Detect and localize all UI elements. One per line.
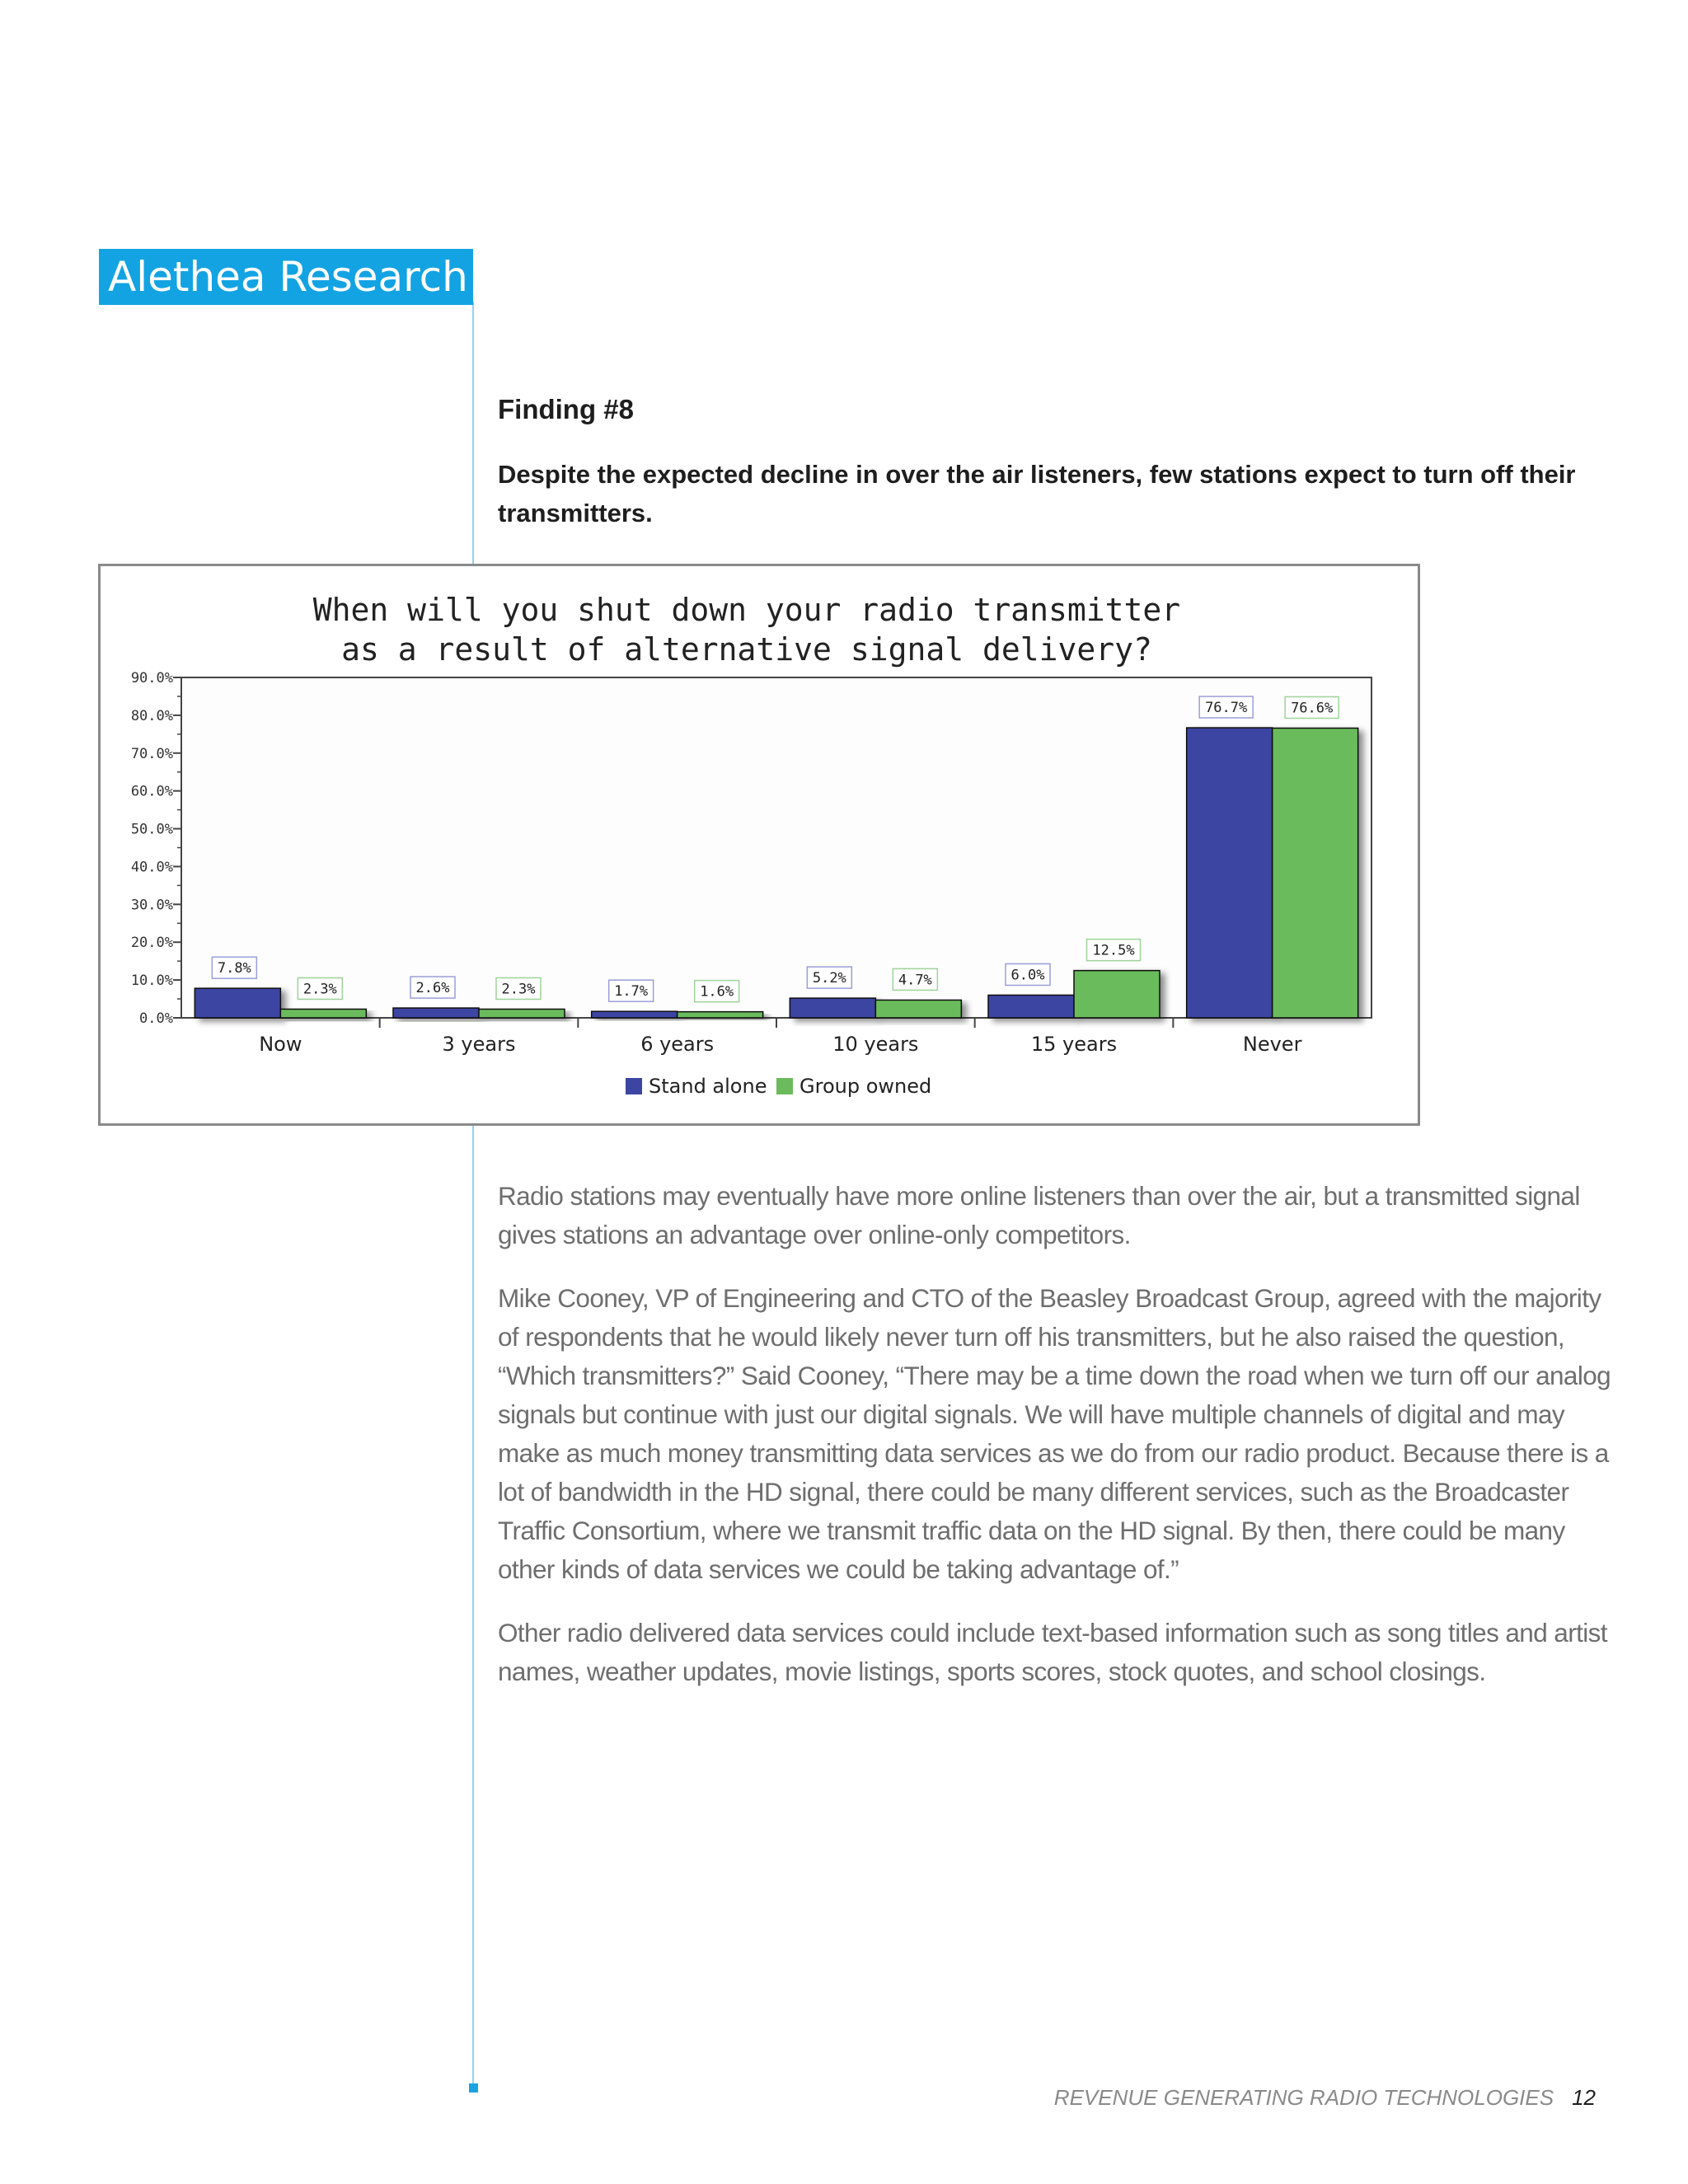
x-tick-label: 6 years — [640, 1033, 715, 1056]
x-tick-label: 10 years — [832, 1033, 919, 1056]
margin-rule-marker — [469, 2083, 478, 2093]
bar-stand-alone — [393, 1008, 479, 1018]
data-label: 5.2% — [812, 970, 846, 987]
page-footer — [1054, 2085, 1596, 2111]
data-label: 1.6% — [700, 983, 734, 1001]
y-tick-label: 20.0% — [130, 935, 173, 952]
bar-stand-alone — [988, 995, 1074, 1018]
footer-title: REVENUE GENERATING RADIO TECHNOLOGIES — [1053, 2085, 1554, 2110]
legend-swatch-group-owned — [776, 1078, 793, 1094]
y-tick-label: 40.0% — [130, 859, 173, 876]
page-number: 12 — [1572, 2085, 1596, 2110]
y-tick-label: 70.0% — [130, 745, 173, 762]
bar-stand-alone — [195, 988, 280, 1018]
data-label: 76.6% — [1291, 700, 1334, 717]
chart-title-line-2: as a result of alternative signal delivery? — [341, 631, 1152, 668]
y-tick-label: 30.0% — [130, 897, 173, 914]
y-tick-label: 50.0% — [130, 821, 173, 838]
y-tick-label: 60.0% — [130, 783, 173, 800]
data-label: 7.8% — [217, 960, 251, 977]
chart-title-line-1: When will you shut down your radio transmitter — [312, 592, 1181, 628]
data-label: 2.3% — [501, 981, 536, 998]
finding-heading: Finding #8 — [498, 394, 634, 424]
x-tick-label: 3 years — [442, 1033, 516, 1056]
bar-stand-alone — [790, 998, 875, 1018]
brand-banner: Alethea Research — [99, 249, 473, 305]
y-tick-label: 10.0% — [130, 972, 173, 990]
data-label: 6.0% — [1010, 967, 1045, 984]
data-label: 1.7% — [614, 983, 649, 1001]
paragraph-1: Radio stations may eventually have more online listeners than over the air, but a transmitted signal gives stations an advantage over online-only competitors. — [498, 1181, 1580, 1249]
chart-frame — [98, 564, 1420, 1126]
finding-subhead: Despite the expected decline in over the air listeners, few stations expect to turn off their transmitters. — [498, 460, 1576, 527]
y-tick-label: 0.0% — [139, 1010, 173, 1027]
data-label: 2.3% — [302, 981, 337, 998]
bar-stand-alone — [1187, 728, 1273, 1018]
y-tick-label: 80.0% — [130, 707, 173, 724]
body-text — [498, 1177, 1619, 1716]
bar-stand-alone — [592, 1011, 678, 1018]
data-label: 12.5% — [1092, 942, 1135, 959]
data-label: 2.6% — [415, 980, 450, 997]
paragraph-3: Other radio delivered data services could include text-based information such as song titles and artist names, weather updates, movie listings, sports scores, stock quotes, and school closings. — [498, 1618, 1607, 1686]
bar-group-owned — [479, 1009, 565, 1018]
x-tick-label: Never — [1242, 1033, 1302, 1056]
bar-group-owned — [1273, 728, 1358, 1018]
x-tick-label: 15 years — [1030, 1033, 1118, 1056]
x-tick-label: Now — [259, 1033, 302, 1056]
legend-label-group-owned: Group owned — [799, 1075, 932, 1098]
legend-swatch-stand-alone — [626, 1078, 642, 1094]
data-label: 4.7% — [898, 972, 932, 989]
bar-chart — [101, 566, 1418, 1123]
bar-group-owned — [875, 1000, 961, 1018]
paragraph-2: Mike Cooney, VP of Engineering and CTO of the Beasley Broadcast Group, agreed with the majority of respondents that he would likely never turn off his transmitters, but he also raised the question, “Which transmitters?” Said Cooney, “There may be a time down the road when we turn off our analog signals but continue with just our digital signals. We will have multiple channels of digital and may make as much money transmitting data services as we do from our radio product. Because there is a lot of bandwidth in the HD signal, there could be many different services, such as the Broadcaster Traffic Consortium, where we transmit traffic data on the HD signal. By then, there could be many other kinds of data services we could be taking advantage of.” — [498, 1283, 1611, 1584]
bar-group-owned — [280, 1009, 366, 1018]
bar-group-owned — [1074, 971, 1160, 1018]
legend-label-stand-alone: Stand alone — [649, 1075, 767, 1098]
bar-group-owned — [678, 1012, 763, 1018]
data-label: 76.7% — [1205, 700, 1248, 717]
y-tick-label: 90.0% — [130, 670, 173, 687]
